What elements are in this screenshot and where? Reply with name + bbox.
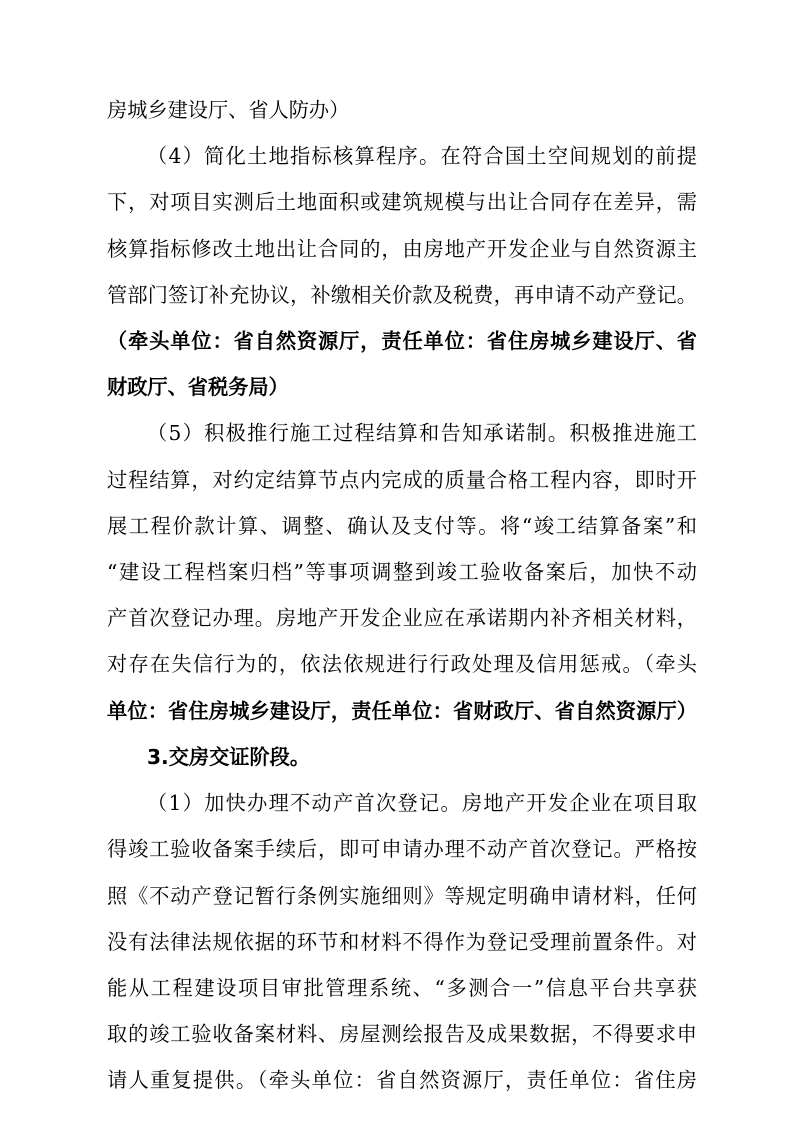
text-line-10: 展工程价款计算、调整、确认及支付等。将“竣工结算备案”和 xyxy=(107,514,697,538)
text-line-9: 过程结算，对约定结算节点内完成的质量合格工程内容，即时开 xyxy=(107,468,697,492)
text-line-18: 照《不动产登记暂行条例实施细则》等规定明确申请材料，任何 xyxy=(107,884,697,908)
text-line-5: 管部门签订补充协议，补缴相关价款及税费，再申请不动产登记。 xyxy=(107,283,697,307)
text-line-1: 房城乡建设厅、省人防办） xyxy=(107,98,350,122)
text-line-4: 核算指标修改土地出让合同的，由房地产开发企业与自然资源主 xyxy=(107,237,697,261)
text-line-8: （5）积极推行施工过程结算和告知承诺制。积极推进施工 xyxy=(147,421,697,445)
text-line-20: 能从工程建设项目审批管理系统、“多测合一”信息平台共享获 xyxy=(107,976,697,1000)
text-line-11: “建设工程档案归档”等事项调整到竣工验收备案后，加快不动 xyxy=(107,560,697,584)
text-line-3: 下，对项目实测后土地面积或建筑规模与出让合同存在差异，需 xyxy=(107,190,697,214)
text-line-22: 请人重复提供。（牵头单位：省自然资源厅，责任单位：省住房 xyxy=(107,1068,697,1092)
text-line-13: 对存在失信行为的，依法依规进行行政处理及信用惩戒。（牵头 xyxy=(107,652,697,676)
text-line-19: 没有法律法规依据的环节和材料不得作为登记受理前置条件。对 xyxy=(107,930,697,954)
text-line-12: 产首次登记办理。房地产开发企业应在承诺期内补齐相关材料， xyxy=(107,606,697,630)
text-line-14-lead-unit: 单位：省住房城乡建设厅，责任单位：省财政厅、省自然资源厅） xyxy=(107,699,697,723)
text-line-17: 得竣工验收备案手续后，即可申请办理不动产首次登记。严格按 xyxy=(107,837,697,861)
text-line-21: 取的竣工验收备案材料、房屋测绘报告及成果数据，不得要求申 xyxy=(107,1022,697,1046)
text-line-6-lead-unit: （牵头单位：省自然资源厅，责任单位：省住房城乡建设厅、省 xyxy=(107,329,697,353)
section-heading: 3.交房交证阶段。 xyxy=(147,745,311,769)
text-line-16: （1）加快办理不动产首次登记。房地产开发企业在项目取 xyxy=(147,791,697,815)
text-line-7-lead-unit: 财政厅、省税务局） xyxy=(107,375,289,399)
text-line-2: （4）简化土地指标核算程序。在符合国土空间规划的前提 xyxy=(147,144,697,168)
